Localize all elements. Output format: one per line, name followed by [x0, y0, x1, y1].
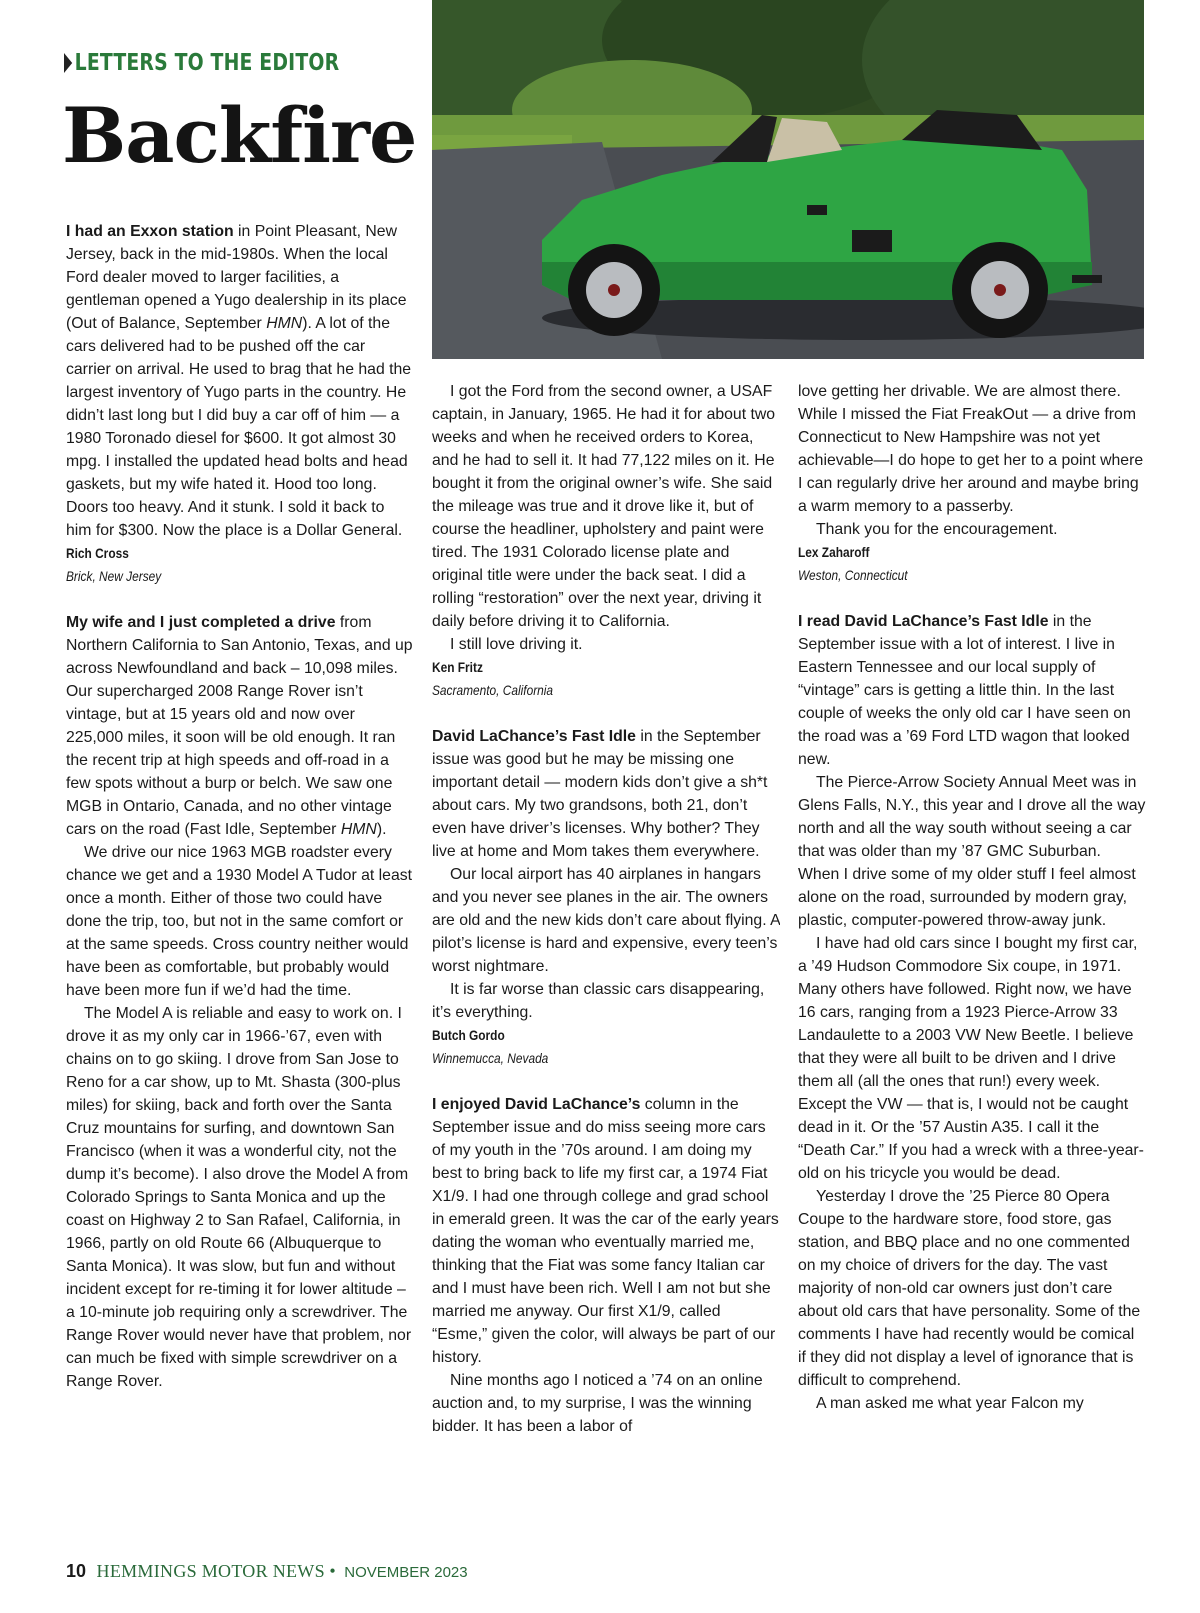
- letter-paragraph: Thank you for the encouragement.: [816, 521, 1058, 538]
- letter-author: Butch Gordo: [432, 1027, 505, 1043]
- letter-paragraph: The Model A is reliable and easy to work on. I drove it as my only car in 1966-’67, even with chains on to go skiing. I drove from San Jose to Reno for a car show, up to Mt. Shasta (300-plus miles) for skiing, back and forth over the Santa Cruz mountains for surfing, and downtown San Francisco (when it was a wonderful city, not the dump it’s become). I also drove the Model A from Colorado Springs to Santa Monica and up the coast on Highway 2 to San Rafael, California, in 1966, partly on old Route 66 (Albuquerque to Santa Monica). It was slow, but fun and without incident except for re-timing it for lower altitude – a 10-minute job requiring only a screwdriver. The Range Rover would never have that problem, nor can much be fixed with simple screwdriver on a Range Rover.: [66, 1005, 412, 1390]
- letter-paragraph: I got the Ford from the second owner, a USAF captain, in January, 1965. He had it for about two weeks and when he received orders to Korea, and he had to sell it. It had 77,122 miles on it. He bought it from the original owner’s wife. She said the mileage was true and it drove like it, but of course the headliner, upholstery and paint were tired. The 1931 Colorado license plate and original title were under the back seat. I did a rolling “restoration” over the next year, driving it daily before driving it to California.: [432, 383, 776, 630]
- letter-paragraph: We drive our nice 1963 MGB roadster every chance we get and a 1930 Model A Tudor at least once a month. Either of those two could have done the trip, too, but not in the same comfort or at the same speeds. Cross country neither would have been as comfortable, but probably would have been more fun if we’d had the time.: [66, 844, 413, 999]
- letter-paragraph: A man asked me what year Falcon my: [816, 1395, 1084, 1412]
- letter-location: Winnemucca, Nevada: [432, 1050, 549, 1066]
- letter-paragraph: David LaChance’s Fast Idle in the September issue was good but he may be missing one important detail — modern kids don’t give a sh*t about cars. My two grandsons, both 21, don’t even have driver’s licenses. Why bother? They live at home and Mom takes them everywhere.: [432, 728, 768, 860]
- column-2: [432, 380, 780, 1535]
- letter-author: Lex Zaharoff: [798, 544, 870, 560]
- column-1: [66, 220, 414, 1535]
- kicker-label: LETTERS TO THE EDITOR: [74, 50, 340, 76]
- letter-location: Brick, New Jersey: [66, 568, 162, 584]
- letter-paragraph: I had an Exxon station in Point Pleasant, New Jersey, back in the mid-1980s. When the local Ford dealer moved to larger facilities, a gentleman opened a Yugo dealership in its place (Out of Balance, September HMN). A lot of the cars delivered had to be pushed off the car carrier on arrival. He used to brag that he had the largest inventory of Yugo parts in the country. He didn’t last long but I did buy a car off of him — a 1980 Toronado diesel for $600. It got almost 30 mpg. I installed the updated head bolts and head gaskets, but my wife hated it. Hood too long. Doors too heavy. And it stunk. I sold it back to him for $300. Now the place is a Dollar General.: [66, 223, 412, 539]
- letter-paragraph: I read David LaChance’s Fast Idle in the September issue with a lot of interest. I live in Eastern Tennessee and our local supply of “vintage” cars is getting a little thin. In the last couple of weeks the only old car I have seen on the road was a ’69 Ford LTD wagon that looked new.: [798, 613, 1131, 768]
- footer-bullet: •: [329, 1561, 336, 1581]
- letter-paragraph: The Pierce-Arrow Society Annual Meet was in Glens Falls, N.Y., this year and I drove all the way north and all the way south without seeing a car that was older than my ’87 GMC Suburban. When I drive some of my older stuff I feel almost alone on the road, surrounded by modern gray, plastic, computer-powered throw-away junk.: [798, 774, 1146, 929]
- section-kicker: [64, 50, 339, 76]
- letter-paragraph: Nine months ago I noticed a ’74 on an online auction and, to my surprise, I was the winning bidder. It has been a labor of: [432, 1372, 763, 1435]
- car-photo: [432, 0, 1144, 359]
- letter-paragraph: It is far worse than classic cars disappearing, it’s everything.: [432, 981, 765, 1021]
- letter-paragraph: I still love driving it.: [450, 636, 583, 653]
- letter-paragraph: My wife and I just completed a drive from Northern California to San Antonio, Texas, and up across Newfoundland and back – 10,098 miles. Our supercharged 2008 Range Rover isn’t vintage, but at 15 years old and now over 225,000 miles, it soon will be old enough. It ran the recent trip at high speeds and off-road in a few spots without a burp or belch. We saw one MGB in Ontario, Canada, and no other vintage cars on the road (Fast Idle, September HMN).: [66, 614, 413, 838]
- letter-author: Ken Fritz: [432, 659, 483, 675]
- triangle-arrow-icon: [64, 53, 72, 73]
- issue-date: NOVEMBER 2023: [344, 1564, 468, 1581]
- letter-paragraph: Our local airport has 40 airplanes in hangars and you never see planes in the air. The owners are old and the new kids don’t care about flying. A pilot’s license is hard and expensive, every teen’s worst nightmare.: [432, 866, 780, 975]
- letter-author: Rich Cross: [66, 545, 129, 561]
- magazine-name: HEMMINGS MOTOR NEWS: [96, 1561, 325, 1581]
- letter-location: Sacramento, California: [432, 682, 554, 698]
- letter-paragraph: I have had old cars since I bought my first car, a ’49 Hudson Commodore Six coupe, in 1971. Many others have followed. Right now, we have 16 cars, ranging from a 1923 Pierce-Arrow 33 Landaulette to a 2003 VW New Beetle. I believe that they were all built to be driven and I drive them all (all the ones that run!) every week. Except the VW — that is, I would not be caught dead in it. Or the ’57 Austin A35. I call it the “Death Car.” If you had a wreck with a three-year-old on his tricycle you would be dead.: [798, 935, 1144, 1182]
- page-title: Backfire: [62, 91, 417, 180]
- page-number: 10: [66, 1561, 87, 1581]
- column-3: [798, 380, 1146, 1535]
- letter-paragraph: Yesterday I drove the ’25 Pierce 80 Opera Coupe to the hardware store, food store, gas station, and BBQ place and no one commented on my choice of drivers for the day. The vast majority of non-old car owners just don’t care about old cars that have personality. Some of the comments I have had recently would be comical if they did not display a level of ignorance that is difficult to comprehend.: [798, 1188, 1141, 1389]
- letter-location: Weston, Connecticut: [798, 567, 908, 583]
- letter-paragraph: love getting her drivable. We are almost there. While I missed the Fiat FreakOut — a drive from Connecticut to New Hampshire was not yet achievable—I do hope to get her to a point where I can regularly drive her around and maybe bring a warm memory to a passerby.: [798, 383, 1144, 515]
- letter-paragraph: I enjoyed David LaChance’s column in the September issue and do miss seeing more cars of my youth in the ’70s around. I am doing my best to bring back to life my first car, a 1974 Fiat X1/9. I had one through college and grad school in emerald green. It was the car of the early years dating the woman who eventually married me, thinking that the Fiat was some fancy Italian car and I must have been rich. Well I am not but she married me anyway. Our first X1/9, called “Esme,” given the color, will always be part of our history.: [432, 1096, 779, 1366]
- page-footer: [66, 1561, 468, 1582]
